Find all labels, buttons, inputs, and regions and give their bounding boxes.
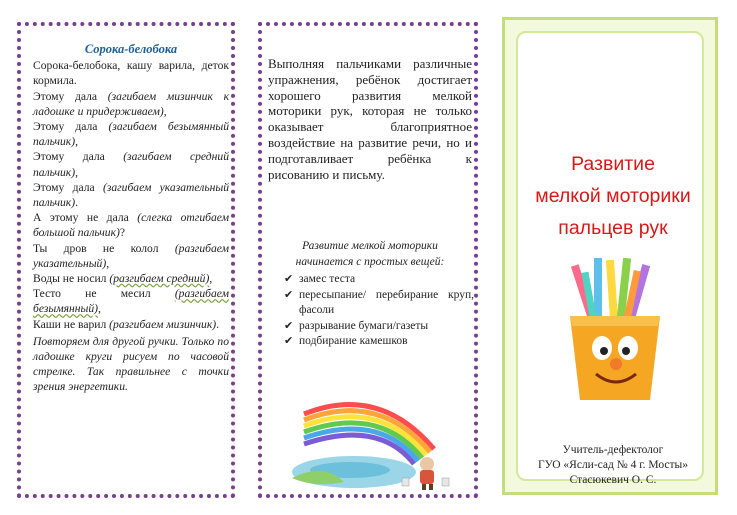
poem-opening: Сорока-белобока, кашу варила, деток кормила. [33, 59, 229, 88]
cover-panel [502, 17, 718, 495]
cover-title-line3: пальцев рук [558, 217, 668, 239]
poem-line: Этому дала (загибаем указательный пальчик). [33, 180, 229, 210]
checkmark-icon: ✔ [284, 288, 294, 301]
poem-line: Этому дала (загибаем мизинчик к ладошке и придерживаем), [33, 89, 229, 118]
cover-frame [516, 31, 704, 486]
poem-line: Этому дала (загибаем безымянный пальчик), [33, 120, 229, 149]
author-name: Стасюкевич О. С. [569, 474, 657, 486]
checkmark-icon: ✔ [284, 273, 294, 285]
author-org: ГУО «Ясли-сад № 4 г. Мосты» [538, 459, 688, 471]
poem-line: Тесто не месил (разгибаем безымянный), [33, 287, 229, 316]
poem-line: Воды не носил (разгибаем средний), [33, 272, 213, 286]
poem-block [33, 42, 229, 395]
poem-ending: Повторяем для другой ручки. Только по ладошке круги рисуем по часовой стрелке. Так правильнее с точки зрения энергетики. [33, 334, 229, 394]
author-role: Учитель-дефектолог [562, 444, 664, 456]
pencil-cup-illustration [556, 258, 674, 406]
poem-line: Этому дала (загибаем средний пальчик), [33, 150, 229, 179]
checkmark-icon: ✔ [284, 319, 294, 332]
checkmark-icon: ✔ [284, 335, 294, 348]
info-panel [258, 22, 478, 498]
activity-list [284, 272, 474, 350]
list-item: ✔ разрывание бумаги/газеты [284, 319, 474, 335]
rainbow-illustration [284, 374, 459, 492]
poem-panel [17, 22, 235, 498]
poem-title: Сорока-белобока [84, 42, 178, 56]
list-item: ✔ замес теста [284, 272, 474, 288]
poem-line: Каши не варил (разгибаем мизинчик). [33, 317, 220, 331]
cover-title-line1: Развитие [571, 153, 655, 175]
lead-text: Развитие мелкой моторики начинается с простых вещей: [295, 240, 445, 268]
list-item: ✔ пересыпание/ перебирание круп, фасоли [284, 288, 474, 317]
intro-text: Выполняя пальчиками различные упражнения, ребёнок достигает хорошего развития мелкой моторики рук, которая не только оказывает благоприятное воздействие на развитие речи, но и подготавливает ребёнка к рисованию и письму. [268, 56, 472, 182]
list-item: ✔ подбирание камешков [284, 334, 474, 350]
poem-line: Ты дров не колол (разгибаем указательный), [33, 241, 229, 270]
cover-title-line2: мелкой моторики [535, 185, 691, 207]
poem-line: А этому не дала (слегка отгибаем большой пальчик)? [33, 211, 229, 240]
